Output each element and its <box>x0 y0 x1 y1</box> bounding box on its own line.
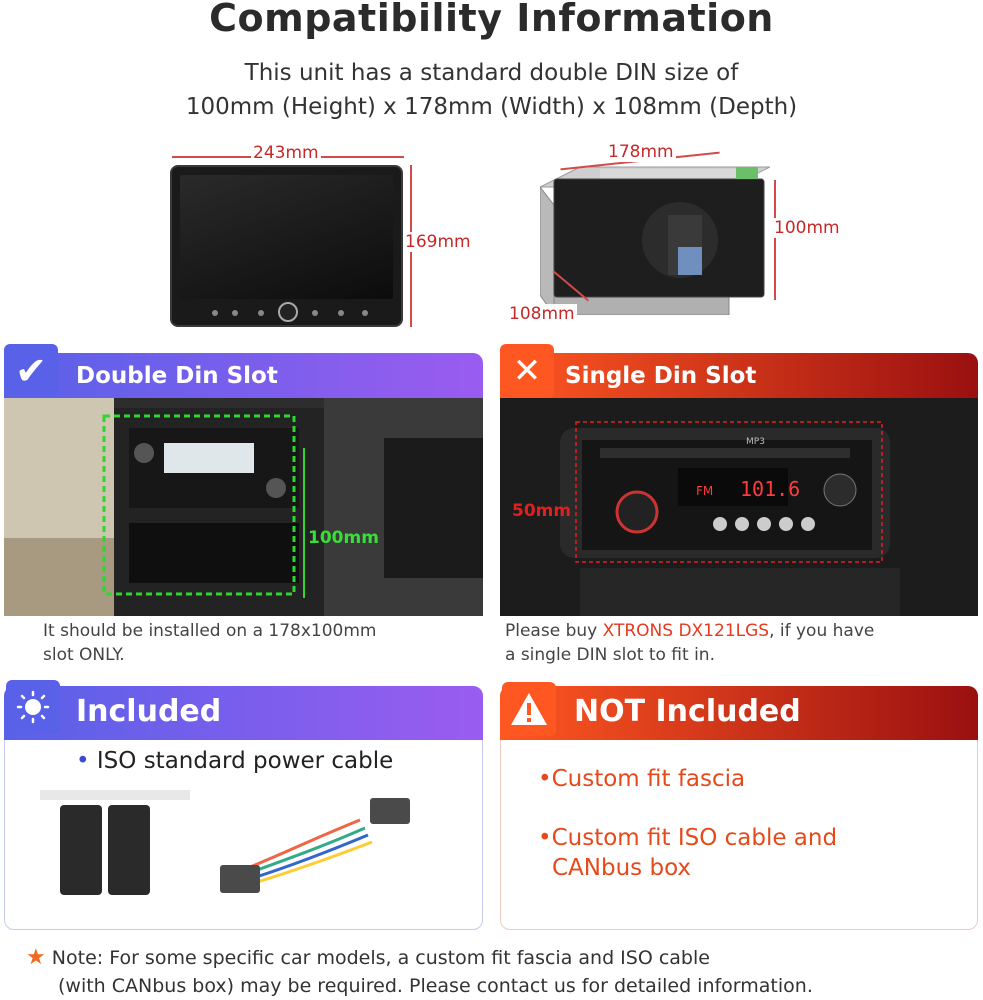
included-item <box>76 748 393 774</box>
din-height-label: 100mm <box>774 218 840 238</box>
radio-top-label: MP3 <box>746 437 765 447</box>
single-din-label: Single Din Slot <box>565 363 757 389</box>
double-din-height-label: 100mm <box>308 528 379 548</box>
star-icon: ★ <box>26 945 46 970</box>
page-title: Compatibility Information <box>209 0 774 40</box>
note-line2: (with CANbus box) may be required. Please contact us for detailed information. <box>58 975 813 997</box>
din-chassis-image <box>540 165 770 315</box>
din-depth-label: 108mm <box>509 304 575 324</box>
screen-button <box>312 310 318 316</box>
volume-knob <box>278 302 298 322</box>
included-label: Included <box>76 694 222 729</box>
included-item-text: ISO standard power cable <box>96 748 394 774</box>
bullet-dot: • <box>76 748 90 774</box>
not-included-item-text: Custom fit fascia <box>551 766 746 792</box>
note-line1 <box>26 944 966 972</box>
radio-band-display: FM <box>696 484 714 498</box>
note-text1: Note: For some specific car models, a custom fit fascia and ISO cable <box>51 947 710 969</box>
iso-cable-image <box>30 780 460 910</box>
not-included-item <box>538 825 837 851</box>
double-din-caption <box>43 619 376 667</box>
single-din-photo <box>500 398 978 616</box>
not-included-item-cont: CANbus box <box>552 855 692 881</box>
caption-suffix: , if you have <box>769 621 875 641</box>
bullet-dot: • <box>538 766 552 792</box>
screen-button <box>232 310 238 316</box>
single-din-height-label: 50mm <box>512 501 572 521</box>
close-x-icon: ✕ <box>500 344 554 398</box>
screen-button <box>362 310 368 316</box>
screen-button <box>212 310 218 316</box>
screen-button <box>258 310 264 316</box>
checkmark-icon: ✔ <box>4 344 58 398</box>
warning-icon <box>502 682 556 736</box>
radio-freq-display: 101.6 <box>740 477 801 501</box>
subtitle-line-1: This unit has a standard double DIN size of <box>244 60 739 86</box>
screen-glass <box>180 175 393 299</box>
screen-width-label: 243mm <box>253 143 319 163</box>
footnote <box>26 944 966 1000</box>
not-included-item <box>538 766 745 792</box>
not-included-item-text: Custom fit ISO cable and <box>551 825 838 851</box>
din-height-line <box>774 180 776 300</box>
caption-prefix: Please buy <box>505 621 603 641</box>
single-din-caption-line2: a single DIN slot to fit in. <box>505 645 715 665</box>
screen-height-label: 169mm <box>405 232 471 252</box>
din-width-label: 178mm <box>608 142 674 162</box>
product-link[interactable]: XTRONS DX121LGS <box>602 621 770 641</box>
screen-button <box>338 310 344 316</box>
double-din-caption-line2: slot ONLY. <box>43 645 125 665</box>
single-din-caption <box>505 619 874 667</box>
single-din-caption-line1 <box>505 619 874 643</box>
double-din-label: Double Din Slot <box>76 363 278 389</box>
double-din-photo <box>4 398 483 616</box>
bullet-dot: • <box>538 825 552 851</box>
not-included-label: NOT Included <box>574 694 801 729</box>
double-din-caption-line1: It should be installed on a 178x100mm <box>43 621 377 641</box>
subtitle-line-2: 100mm (Height) x 178mm (Width) x 108mm (Depth) <box>185 94 798 120</box>
head-unit-screen-image <box>170 165 403 327</box>
lightbulb-icon <box>6 680 60 734</box>
